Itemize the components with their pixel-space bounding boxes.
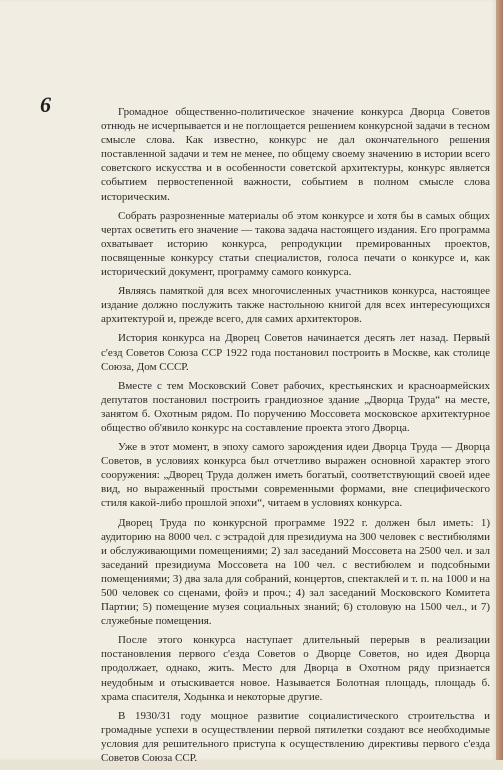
paragraph: Уже в этот момент, в эпоху самого зарождения идеи Дворца Труда — Дворца Советов, в условиях конкурса был отчетливо выражен основной характер этого сооружения: „Дворец Труда должен иметь богатый, соответствующий своей идее вид, но выраженный простыми современными формами, вне специфического стиля какой-либо прошлой эпохи“, читаем в условиях конкурса. xyxy=(101,441,490,510)
page-edge xyxy=(496,0,503,760)
paragraph: Вместе с тем Московский Совет рабочих, крестьянских и красноармейских депутатов постановил построить грандиозное здание „Дворца Труда“ на месте, занятом б. Охотным рядом. По поручению Моссовета московское архитектурное общество об'явило конкурс на составление проекта этого Дворца. xyxy=(101,379,490,434)
paragraph: В 1930/31 году мощное развитие социалистического строительства и громадные успехи в осуществлении первой пятилетки создают все необходимые условия для решительного приступа к осуществлению директивы первого с'езда Советов Союза ССР. xyxy=(101,709,490,765)
paragraph: История конкурса на Дворец Советов начинается десять лет назад. Первый с'езд Советов Союза ССР 1922 года постановил построить в Москве, как столице Союза, Дом СССР. xyxy=(101,332,490,373)
paragraph: Собрать разрозненные материалы об этом конкурсе и хотя бы в самых общих чертах осветить его значение — такова задача настоящего издания. Его программа охватывает историю конкурса, репродукции премированных проектов, посвященные конкурсу статьи специалистов, голоса печати о конкурсе и, как исторический документ, программу самого конкурса. xyxy=(101,209,490,279)
page-number: 6 xyxy=(40,92,51,117)
paragraph: После этого конкурса наступает длительный перерыв в реализации постановления первого с'езда Советов о Дворце Советов, но идея Дворца продолжает, однако, жить. Место для Дворца в Охотном ряду признается неудобным и отыскивается новое. Называется Болотная площадь, площадь б. храма спасителя, Ходынка и некоторые другие. xyxy=(101,634,490,703)
body-text xyxy=(101,105,490,770)
paragraph: Громадное общественно-политическое значение конкурса Дворца Советов отнюдь не исчерпывается и не поглощается решением конкурсной задачи в тесном смысле слова. Как известно, конкурс не дал окончательного решения поставленной задачи и тем не менее, по общему своему значению в истории всего советского искусства и в особенности советской архитектуры, конкурс является событием первостепенной важности, событием в полном смысле слова историческим. xyxy=(101,106,490,203)
paragraph: Дворец Труда по конкурсной программе 1922 г. должен был иметь: 1) аудиторию на 8000 чел. с эстрадой для президиума на 300 человек с вестибюлями и обслуживающими помещениями; 2) зал заседаний Моссовета на 2500 чел. и зал заседаний президиума Моссовета на 100 чел. с вестибюлем и подсобными помещениями; 3) два зала для собраний, концертов, спектаклей и т. п. на 1000 и на 500 человек со сценами, фойэ и проч.; 4) зал заседаний Московского Комитета Партии; 5) помещение музея социальных знаний; 6) столовую на 1500 чел., и 7) служебные помещения. xyxy=(101,516,490,628)
paragraph: Являясь памяткой для всех многочисленных участников конкурса, настоящее издание должно послужить также настольною книгой для всех интересующихся архитектурой и, прежде всего, для самих архитекторов. xyxy=(101,285,490,326)
